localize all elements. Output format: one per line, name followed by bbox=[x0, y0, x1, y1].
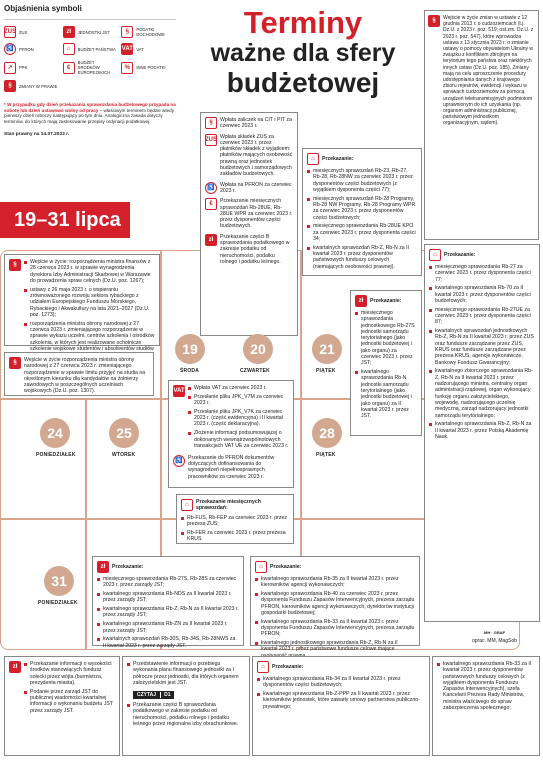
legend-pfron: ♿ PFRON bbox=[4, 43, 59, 55]
day-20-circle: 20 bbox=[243, 334, 273, 364]
list-item: kwartalnego sprawozdania Rb-Z, Rb-N za II kwartał 2023 r. przez Polską Akademię Nauk. bbox=[429, 421, 535, 440]
bottom-box-funds bbox=[432, 656, 540, 756]
list-item: rozporządzenia ministra obrony narodowej z 27 czerwca 2023 r. zmieniającego rozporządzenie w sprawie wykazu uczelni, centrów szkolenia i ośrodków szkolenia, w których jest realizowane ochotnicze szkolenie wojskowe studentów i absolwentów studiów bbox=[24, 321, 155, 359]
list-item: Przesłanie pliku JPK_V7M za czerwiec 2023 r. bbox=[188, 394, 289, 407]
day19-box bbox=[4, 254, 160, 352]
day-25-circle: 25 bbox=[109, 418, 139, 448]
legend-state-budget: ⌂ BUDŻET PAŃSTWA bbox=[63, 43, 118, 55]
day-19-label: ŚRODA bbox=[180, 368, 200, 374]
zl-icon: zł bbox=[205, 234, 217, 246]
list-item: Przekazanie części B sprawozdania podatkowego w zakresie podatku od nieruchomości, podatku rolnego i podatku leśnego przez regionalne izby obrachunkowe. bbox=[127, 702, 245, 727]
zus-icon: ZUS bbox=[205, 134, 217, 146]
legal-status: Stan prawny na 14.07.2023 r. bbox=[4, 132, 70, 138]
day-20-label: CZWARTEK bbox=[240, 368, 270, 374]
list-item: Złożenie informacji podsumowującej o dokonanych wewnątrzwspólnotowych transakcjach VAT UE za czerwiec 2023 r. bbox=[188, 430, 289, 449]
zus-icon: ZUS bbox=[4, 26, 16, 38]
list-item: kwartalnego sprawozdania Rb-NDS za II kwartał 2023 r. przez zarządy JST; bbox=[97, 591, 239, 604]
symbols-heading: Objaśnienia symboli bbox=[4, 4, 82, 13]
list-item: kwartalnego sprawozdania Rb-35 za II kwartał 2023 r. przez kierowników agencji wykonawczych; bbox=[255, 576, 415, 589]
day20-box-right: ⌂ Przekazanie: miesięcznych sprawozdań Rb-23, Rb-27, Rb-28, Rb-28NW za czerwiec 2023 r. przez dysponentów części budżetowych (z wyjątkiem dysponenta części 77); miesięcznych sprawozdań Rb-28 Programy, Rb-28 NW Programy, Rb-28 Programy WPR za czerwiec 2023 r. przez dysponentów części budżetowych; miesięcznego sprawozdania Rb-28UE KPO za czerwiec 2023 r. przez dysponenta części 34; kwartalnych sprawozdań Rb-Z, Rb-N za II kwartał 2023 r. przez dysponentów państwowych funduszy celowych (niemających osobowości prawnej). bbox=[302, 148, 422, 276]
page-title: Terminy ważne dla sfery budżetowej bbox=[210, 5, 396, 98]
wheelchair-icon: ♿ bbox=[173, 455, 185, 467]
list-item: miesięcznych sprawozdań Rb-28 Programy, Rb-28 NW Programy, Rb-28 Programy WPR za czerwiec 2023 r. przez dysponentów części budżetowych; bbox=[307, 196, 417, 221]
day21-box: zł Przekazanie: miesięcznego sprawozdania jednostkowego Rb-27S jednostki samorządu terytorialnego (jako jednostki budżetowej i jako organu) za czerwiec 2023 r. przez JST; kwartalnego sprawozdania Rb-N jednostki samorządu terytorialnego (jako jednostki budżetowej i jako organu) za II kwartał 2023 r. przez JST. bbox=[350, 290, 422, 436]
list-item: Rb-FUS, Rb-FEP za czerwiec 2023 r. przez prezesa ZUS; bbox=[181, 515, 289, 528]
symbols-panel bbox=[4, 4, 176, 192]
day-24-circle: 24 bbox=[40, 418, 70, 448]
list-item: kwartalnego sprawozdania Rb-N jednostki samorządu terytorialnego (jako jednostki budżetowej i jako organu) za II kwartał 2023 r. przez JST. bbox=[355, 369, 417, 419]
list-item: Przedstawienie informacji o przebiegu wykonania planu finansowego jednostki za I półrocze przez jednostki, dla których organem założycielskim jest JST. bbox=[127, 661, 245, 686]
other-taxes-icon: % bbox=[121, 62, 133, 74]
list-item: miesięcznych sprawozdań Rb-23, Rb-27, Rb-28, Rb-28NW za czerwiec 2023 r. przez dysponentów części budżetowych (z wyjątkiem dysponenta części 77); bbox=[307, 168, 417, 193]
list-item: kwartalnego sprawozdania Rb-ZN za II kwartał 2023 r. przez zarządy JST; bbox=[97, 621, 239, 634]
eu-funds-icon: € bbox=[205, 198, 217, 210]
day-28-label: PIĄTEK bbox=[316, 452, 336, 458]
income-tax-icon: § bbox=[205, 117, 217, 129]
day-28-circle: 28 bbox=[312, 418, 342, 448]
zl-icon: zł bbox=[63, 26, 75, 38]
list-item: kwartalnego sprawozdania Rb-33 za II kwartał 2023 r. przez dysponenta Funduszu Zapasów Interwencyjnych, prezesa zarządu PFRON; bbox=[255, 619, 415, 638]
list-item: kwartalnego sprawozdania Rb-40 za czerwiec 2023 r. przez dysponenta Funduszu Zapasów Interwencyjnych, prezesa zarządu PFRON, kierowników agencji wykonawczych, dyrektorów instytucji gospodarki budżetowej; bbox=[255, 591, 415, 616]
eu-funds-icon: € bbox=[63, 62, 75, 74]
list-item: kwartalnych sprawozdań Rb-Z, Rb-N za II kwartał 2023 r. przez dysponentów państwowych funduszy celowych (niemających osobowości prawnej). bbox=[307, 245, 417, 270]
law-change-icon: § bbox=[4, 80, 16, 92]
day-21-circle: 21 bbox=[312, 334, 342, 364]
day25-box-reports: ⌂ Przekazanie miesięcznych sprawozdań: Rb-FUS, Rb-FEP za czerwiec 2023 r. przez prezesa ZUS; Rb-FER za czerwiec 2023 r. przez prezesa KRUS. bbox=[176, 494, 294, 544]
list-item: ustawy z 26 maja 2023 r. o wspieraniu zrównoważonego rozwoju sektora rybackiego z udziałem Europejskiego Funduszu Morskiego, Rybackiego i Akwakultury na lata 2021–2027 (Dz.U. poz. 1273); bbox=[24, 287, 155, 318]
list-item: kwartalnych sprawozdań Rb-30S, Rb-34S, Rb-28NWS za II kwartał 2023 r. przez zarządy JST. bbox=[97, 636, 239, 649]
bottom-box-plan bbox=[122, 656, 250, 756]
day-19-circle: 19 bbox=[175, 334, 205, 364]
list-item: Rb-FER za czerwiec 2023 r. przez prezesa KRUS. bbox=[181, 530, 289, 543]
list-item: kwartalnego sprawozdania Rb-70 za II kwartał 2023 r. przez dysponentów części budżetowych; bbox=[429, 285, 535, 304]
grid-line bbox=[85, 398, 87, 650]
legend-law-change: § ZMIANY W PRAWIE bbox=[4, 80, 59, 92]
list-item: miesięcznego sprawozdania Rb-28UE KPO za czerwiec 2023 r. przez dysponenta części 34; bbox=[307, 223, 417, 242]
day28-box: ⌂ Przekazanie: miesięcznego sprawozdania Rb-27 za czerwiec 2023 r. przez dysponenta części 77; kwartalnego sprawozdania Rb-70 za II kwartał 2023 r. przez dysponentów części budżetowych; miesięcznego sprawozdania Rb-27UE za czerwiec 2023 r. przez dysponenta części 87; kwartalnych sprawozdań jednostkowych Rb-Z, Rb-N za II kwartał 2023 r. przez ZUS oraz fundusze zarządzane przez ZUS, KRUS oraz fundusze zarządzane przez prezesa KRUS, agencje wykonawcze, Bankowy Fundusz Gwarancyjny; kwartalnego zbiorczego sprawozdania Rb-Z, Rb-N za II kwartał 2023 r. przez nadzorującego ministra, centralny organ administracji rządowej, organ wykonujący funkcję organu założycielskiego, wojewodę, nadzorującego uczelnię medyczną, zarząd nadzorujący jednostki samorządu terytorialnego; kwartalnego sprawozdania Rb-Z, Rb-N za II kwartał 2023 r. przez Polską Akademię Nauk. bbox=[424, 244, 540, 622]
income-tax-icon: § bbox=[121, 26, 133, 38]
list-item: miesięcznego sprawozdania Rb-27S, Rb-28S za czerwiec 2023 r. przez zarządy JST; bbox=[97, 576, 239, 589]
legend-zus: ZUS ZUS bbox=[4, 26, 59, 38]
list-item: kwartalnego sprawozdania Rb-34 za II kwartał 2023 r. przez dysponentów części budżetowych; bbox=[257, 676, 425, 689]
state-budget-icon: ⌂ bbox=[307, 153, 319, 165]
legend-vat: VAT VAT bbox=[121, 43, 176, 55]
list-item: Wejście w życie: rozporządzenia ministra finansów z 28 czerwca 2023 r. w sprawie wynagrodzenia dyrektora Izby Administracji Skarbowej w Warszawie do prowadzenia spraw celnych (Dz.U. poz. 1267); bbox=[24, 259, 155, 284]
list-item: miesięcznego sprawozdania jednostkowego Rb-27S jednostki samorządu terytorialnego (jako jednostki budżetowej i jako organu) za czerwiec 2023 r. przez JST; bbox=[355, 310, 417, 367]
day31-box-budget: ⌂ Przekazanie: kwartalnego sprawozdania Rb-35 za II kwartał 2023 r. przez kierowników agencji wykonawczych; kwartalnego sprawozdania Rb-40 za czerwiec 2023 r. przez dysponenta Funduszu Zapasów Interwencyjnych, prezesa zarządu PFRON, kierowników agencji wykonawczych, dyrektorów instytucji gospodarki budżetowej; kwartalnego sprawozdania Rb-33 za II kwartał 2023 r. przez dysponenta Funduszu Zapasów Interwencyjnych, prezesa zarządu PFRON; kwartalnego jednostkowego sprawozdania Rb-Z, Rb-N za II kwartał 2023 r. przez państwowe fundusze celowe mające bbox=[250, 556, 420, 646]
legend-other-taxes: % INNE PODATKI bbox=[121, 60, 176, 75]
state-budget-icon: ⌂ bbox=[429, 249, 441, 261]
day31-box-jst: zł Przekazanie: miesięcznego sprawozdania Rb-27S, Rb-28S za czerwiec 2023 r. przez zarządy JST; kwartalnego sprawozdania Rb-NDS za II kwartał 2023 r. przez zarządy JST; kwartalnego sprawozdania Rb-Z, Rb-N za II kwartał 2023 r. przez zarządy JST; kwartalnego sprawozdania Rb-ZN za II kwartał 2023 r. przez zarządy JST; kwartalnych sprawozdań Rb-30S, Rb-34S, Rb-28NWS za II kwartał 2023 r. przez zarządy JST. bbox=[92, 556, 244, 646]
list-item: kwartalnego sprawozdania Rb-33 za II kwartał 2023 r. przez dysponentów państwowych funduszy celowych (z wyjątkiem dysponenta Funduszu Zapasów Interwencyjnych), szefa Kancelarii Prezesa Rady Ministrów, ministra właściwego do spraw zabezpieczenia społecznego; bbox=[437, 661, 535, 711]
list-item: Przesłanie pliku JPK_V7K za czerwiec 2023 r. (część ewidencyjna) i II kwartał 2023 r. (część deklaracyjna). bbox=[188, 409, 289, 428]
legend-jst: zł JEDNOSTKI JST bbox=[63, 26, 118, 38]
legend-eu-funds: € BUDŻET ŚRODKÓW EUROPEJSKICH bbox=[63, 60, 118, 75]
list-item: Podanie przez zarząd JST do publicznej wiadomości kwartalnej informacji o wykonaniu budżetu JST przez zarządy JST. bbox=[24, 689, 115, 714]
law-change-icon: § bbox=[428, 15, 440, 27]
vat-icon: VAT bbox=[121, 43, 133, 55]
law-change-icon: § bbox=[9, 259, 21, 271]
zl-icon: zł bbox=[355, 295, 367, 307]
wheelchair-icon: ♿ bbox=[205, 182, 217, 194]
day-24-label: PONIEDZIAŁEK bbox=[36, 452, 76, 458]
list-item: kwartalnych sprawozdań jednostkowych Rb-Z, Rb-N za II kwartał 2023 r. przez ZUS oraz fundusze zarządzane przez ZUS, KRUS oraz fundusze zarządzane przez prezesa KRUS, agencje wykonawcze, Bankowy Fundusz Gwarancyjny; bbox=[429, 328, 535, 366]
bottom-box-reports: ⌂ Przekazanie: kwartalnego sprawozdania Rb-34 za II kwartał 2023 r. przez dysponentów części budżetowych; kwartalnego sprawozdania Rb-Z-PPP za II kwartał 2023 r. przez kierowników jednostek, które zawarły umowy partnerstwa publiczno-prywatnego; bbox=[252, 656, 430, 756]
list-item: kwartalnego sprawozdania Rb-Z, Rb-N za II kwartał 2023 r. przez zarządy JST; bbox=[97, 606, 239, 619]
state-budget-icon: ⌂ bbox=[63, 43, 75, 55]
day25-box: VAT Wpłata VAT za czerwiec 2023 r. Przesłanie pliku JPK_V7M za czerwiec 2023 r. Przesłanie pliku JPK_V7K za czerwiec 2023 r. (część ewidencyjna) i II kwartał 2023 r. (część deklaracyjna). Złożenie informacji podsumowującej o dokonanych wewnątrzwspólnotowych transakcjach VAT UE za czerwiec 2023 r. ♿ Przekazanie do PFRON dokumentów dotyczących dofinansowania do wynagrodzeń niepełnosprawnych pracowników za czerwiec 2023 r. bbox=[168, 380, 294, 488]
vat-icon: VAT bbox=[173, 385, 185, 397]
day20-box-left: § Wpłata zaliczek na CIT i PIT za czerwiec 2023 r. ZUS Wpłata składek ZUS za czerwiec 2023 r. przez płatników składek z wyjątkiem: płatników mających osobowość prawną oraz jednostek budżetowych i samorządowych zakładów budżetowych. ♿ Wpłata na PFRON za czerwiec 2023 r. € Przekazanie miesięcznych sprawozdań Rb-28UE, Rb-28UE WPR za czerwiec 2023 r. przez dysponentów części budżetowych. zł Przekazanie części B sprawozdania podatkowego w zakresie podatku od nieruchomości, podatku rolnego i podatku leśnego. bbox=[200, 112, 298, 336]
list-item: kwartalnego zbiorczego sprawozdania Rb-Z, Rb-N za II kwartał 2023 r. przez nadzorującego ministra, centralny organ administracji rządowej, organ wykonujący funkcję organu założycielskiego, wojewodę, nadzorującego uczelnię medyczną, zarząd nadzorujący jednostki samorządu terytorialnego; bbox=[429, 368, 535, 418]
list-item: kwartalnego jednostkowego sprawozdania Rb-Z, Rb-N za II kwartał 2023 r. przez państwowe fundusze celowe mające bbox=[255, 640, 415, 659]
read-more-badge[interactable]: CZYTAJ D1 bbox=[133, 691, 174, 699]
bottom-box-jst bbox=[4, 656, 120, 756]
zl-icon: zł bbox=[9, 661, 21, 673]
day-31-circle: 31 bbox=[44, 566, 74, 596]
legend-income-tax: § PODATKI DOCHODOWE bbox=[121, 26, 176, 38]
state-budget-icon: ⌂ bbox=[255, 561, 267, 573]
credit: oprac. MM, MagSob bbox=[472, 638, 518, 644]
state-budget-icon: ⌂ bbox=[257, 661, 269, 673]
ppk-icon: ↗ bbox=[4, 62, 16, 74]
day-25-label: WTOREK bbox=[112, 452, 136, 458]
date-range-banner: 19–31 lipca bbox=[0, 202, 130, 238]
list-item: Wpłata VAT za czerwiec 2023 r. bbox=[188, 385, 289, 391]
state-budget-icon: ⌂ bbox=[181, 499, 193, 511]
day-21-label: PIĄTEK bbox=[316, 368, 336, 374]
day24-box: § Wejście w życie rozporządzenia ministra obrony narodowej z 27 czerwca 2023 r. zmieniającego rozporządzenie w sprawie limitu przyjęć na studia na określonym kierunku dla kandydatów na żołnierzy zawodowych w poszczególnych uczelniach wojskowych (Dz.U. poz. 1307). bbox=[4, 352, 154, 396]
list-item: miesięcznego sprawozdania Rb-27UE za czerwiec 2023 r. przez dysponenta części 87; bbox=[429, 307, 535, 326]
list-item: kwartalnego sprawozdania Rb-Z-PPP za II kwartał 2023 r. przez kierowników jednostek, które zawarły umowy partnerstwa publiczno-prywatnego; bbox=[257, 691, 425, 710]
symbols-note: * W przypadku gdy dzień przekazania sprawozdania budżetowego przypada na sobotę lub dzień ustawowo wolny od pracy – właściwym terminem będzie wtedy pierwszy dzień roboczy następujący po tym dniu. Analogiczna zasada dotyczy terminów, do których mają zastosowanie przepisy ordynacji podatkowej. bbox=[4, 102, 176, 124]
list-item: Przekazanie informacji o wysokości środków stanowiących fundusz sołecki przez wójta (burmistrza, prezydenta miasta). bbox=[24, 661, 115, 686]
law-change-icon: § bbox=[9, 357, 21, 369]
law-change-box: § Wejście w życie zmian w ustawie z 12 grudnia 2013 r. o cudzoziemcach (t.j. Dz.U. z 2023 r. poz. 519; ost.zm. Dz.U. z 2023 r. poz. 547), które wprowadza ustawa z 13 stycznia 2023 r. o zmianie ustawy o pomocy obywatelom Ukrainy w związku z konfliktem zbrojnym na terytorium tego państwa oraz niektórych innych ustaw (Dz.U. poz. 185). Zmiany mają na celu uproszczenie procedury udostępniania danych z krajowego zbioru rejestrów, ewidencji i wykazu w sprawach cudzoziemców za pomocą urządzeń teletransmisyjnych podmiotom uprawnionym do ich uzyskania (np. organom administracji publicznej, państwowym jednostkom organizacyjnym, sądom). bbox=[424, 10, 539, 240]
wheelchair-icon: ♿ bbox=[4, 43, 16, 55]
legend-ppk: ↗ PPK bbox=[4, 60, 59, 75]
credit-small: MH · GRAF bbox=[484, 630, 506, 635]
day-31-label: PONIEDZIAŁEK bbox=[38, 600, 78, 606]
zl-icon: zł bbox=[97, 561, 109, 573]
list-item: miesięcznego sprawozdania Rb-27 za czerwiec 2023 r. przez dysponenta części 77; bbox=[429, 264, 535, 283]
